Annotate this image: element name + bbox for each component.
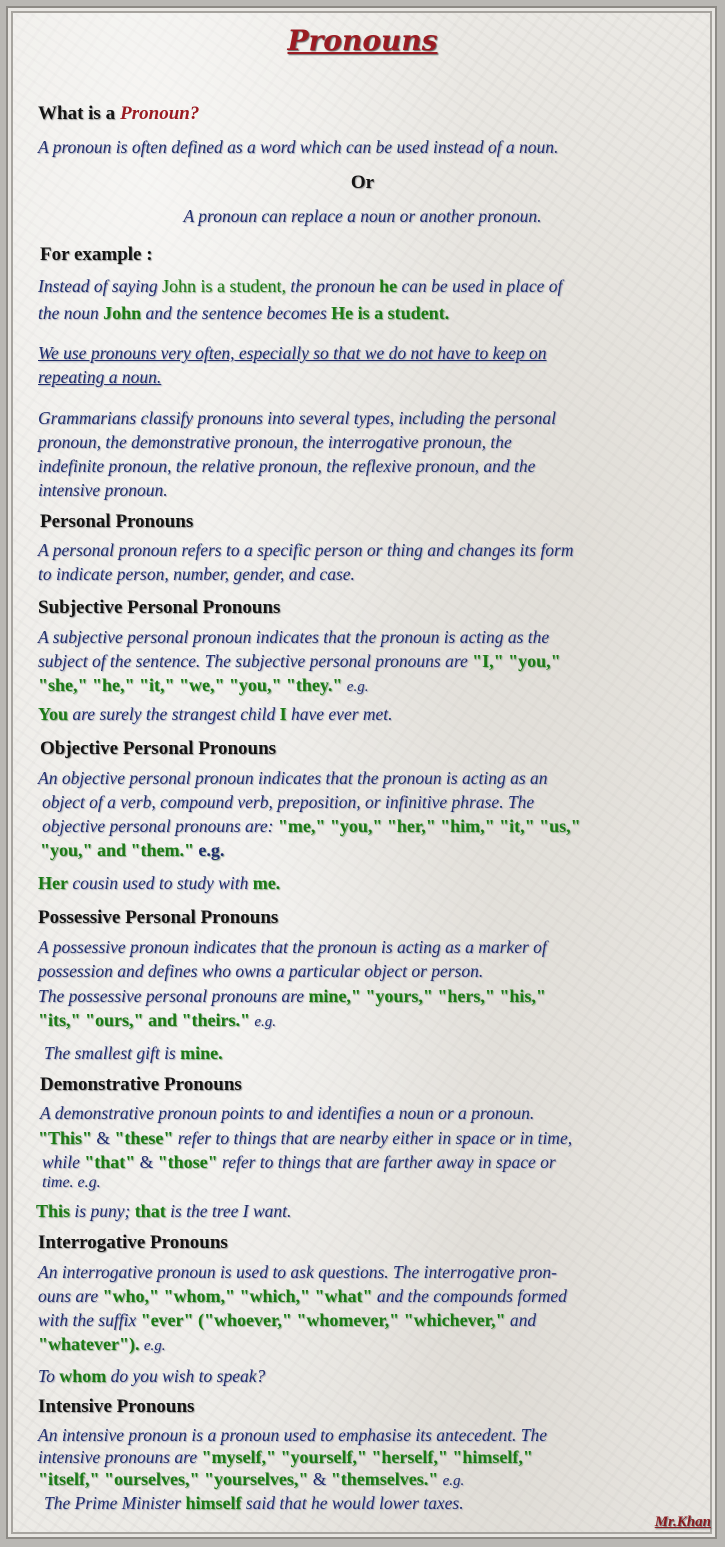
interrogative-line-3 <box>38 1310 536 1331</box>
example-green: John is a student, <box>161 276 286 296</box>
subjective-line-3 <box>38 675 368 696</box>
example-text: the noun <box>38 303 99 323</box>
interrogative-green: "who," "whom," "which," "what" <box>102 1286 373 1306</box>
eg-label: e.g. <box>198 840 225 860</box>
demonstrative-green: "This" <box>38 1128 93 1148</box>
intensive-line-2 <box>38 1447 533 1468</box>
demonstrative-green: "those" <box>157 1152 218 1172</box>
demonstrative-text: is the tree I want. <box>170 1201 292 1221</box>
interrogative-text: with the suffix <box>38 1310 137 1330</box>
demonstrative-text: refer to things that are nearby either in space or in time, <box>177 1128 573 1148</box>
intensive-text: intensive pronouns are <box>38 1447 198 1467</box>
intro-question <box>38 103 199 125</box>
or-separator: Or <box>350 172 375 193</box>
interrogative-text: and the compounds formed <box>376 1286 567 1306</box>
personal-heading: Personal Pronouns <box>40 511 194 532</box>
interrogative-green: "whatever"). <box>38 1334 140 1354</box>
possessive-green: mine. <box>180 1043 223 1063</box>
intensive-green: "themselves." <box>330 1469 439 1489</box>
possessive-line-4 <box>38 1010 276 1031</box>
eg-label: e.g. <box>143 1338 166 1354</box>
possessive-heading: Possessive Personal Pronouns <box>38 907 279 928</box>
example-green: He is a student. <box>331 303 450 323</box>
interrogative-line-1: An interrogative pronoun is used to ask questions. The interrogative pron- <box>38 1262 557 1282</box>
objective-green: "me," "you," "her," "him," "it," "us," <box>277 816 581 836</box>
interrogative-line-2 <box>38 1286 567 1307</box>
example-green: John <box>103 303 142 323</box>
possessive-green: "its," "ours," and "theirs." <box>38 1010 250 1030</box>
demonstrative-green: that <box>134 1201 166 1221</box>
intensive-line-1: An intensive pronoun is a pronoun used to emphasise its antecedent. The <box>38 1425 548 1445</box>
possessive-text: The smallest gift is <box>44 1043 176 1063</box>
ampersand: & <box>96 1128 111 1148</box>
interrogative-text: do you wish to speak? <box>110 1366 266 1386</box>
subjective-text: are surely the strangest child <box>72 704 276 724</box>
eg-label: e.g. <box>346 679 369 695</box>
demonstrative-text: while <box>42 1152 80 1172</box>
interrogative-heading: Interrogative Pronouns <box>38 1232 228 1253</box>
subjective-green: You <box>38 704 69 724</box>
example-text: and the sentence becomes <box>145 303 327 323</box>
intensive-example <box>44 1493 464 1514</box>
example-line-2 <box>38 303 449 324</box>
grammar-line-2: pronoun, the demonstrative pronoun, the interrogative pronoun, the <box>38 432 512 452</box>
objective-text: cousin used to study with <box>72 873 249 893</box>
subjective-heading: Subjective Personal Pronouns <box>38 597 281 618</box>
objective-line-3 <box>42 816 581 837</box>
ampersand: & <box>139 1152 154 1172</box>
question-word: Pronoun? <box>120 103 200 124</box>
author-signature: Mr.Khan <box>654 1514 711 1530</box>
demonstrative-text: refer to things that are farther away in space or <box>222 1152 556 1172</box>
demonstrative-line-2 <box>38 1128 572 1149</box>
demonstrative-green: This <box>36 1201 71 1221</box>
possessive-text: The possessive personal pronouns are <box>38 986 305 1006</box>
subjective-green: "I," "you," <box>472 651 561 671</box>
interrogative-green: "ever" ("whoever," "whomever," "whichever," <box>140 1310 506 1330</box>
demonstrative-line-3 <box>42 1152 556 1173</box>
personal-line-1: A personal pronoun refers to a specific person or thing and changes its form <box>38 540 574 560</box>
interrogative-green: whom <box>59 1366 107 1386</box>
example-heading: For example : <box>40 244 153 265</box>
example-text: Instead of saying <box>38 276 158 296</box>
possessive-line-3 <box>38 986 546 1007</box>
often-line-2: repeating a noun. <box>38 367 162 387</box>
possessive-line-1: A possessive pronoun indicates that the pronoun is acting as a marker of <box>38 937 547 957</box>
intensive-text: said that he would lower taxes. <box>245 1493 464 1513</box>
demonstrative-line-4: time. e.g. <box>42 1174 101 1191</box>
definition-2: A pronoun can replace a noun or another pronoun. <box>183 206 542 226</box>
subjective-line-1: A subjective personal pronoun indicates that the pronoun is acting as the <box>38 627 550 647</box>
intensive-green: "myself," "yourself," "herself," "himself," <box>201 1447 533 1467</box>
question-prefix: What is a <box>38 103 116 124</box>
personal-line-2: to indicate person, number, gender, and case. <box>38 564 355 584</box>
subjective-text: subject of the sentence. The subjective personal pronouns are <box>38 651 468 671</box>
grammar-line-3: indefinite pronoun, the relative pronoun, the reflexive pronoun, and the <box>38 456 536 476</box>
possessive-green: mine," "yours," "hers," "his," <box>308 986 546 1006</box>
objective-line-1: An objective personal pronoun indicates that the pronoun is acting as an <box>38 768 548 788</box>
interrogative-text: ouns are <box>38 1286 99 1306</box>
subjective-line-2 <box>38 651 561 672</box>
possessive-example <box>44 1043 223 1064</box>
demonstrative-text: is puny; <box>74 1201 131 1221</box>
subjective-text: have ever met. <box>291 704 393 724</box>
interrogative-text: and <box>509 1310 537 1330</box>
interrogative-line-4 <box>38 1334 166 1355</box>
demonstrative-green: "these" <box>114 1128 174 1148</box>
example-line-1 <box>38 276 562 297</box>
objective-green: Her <box>38 873 68 893</box>
intensive-heading: Intensive Pronouns <box>38 1396 195 1417</box>
example-green: he <box>379 276 398 296</box>
definition-1: A pronoun is often defined as a word which can be used instead of a noun. <box>38 137 559 157</box>
possessive-line-2: possession and defines who owns a particular object or person. <box>38 961 484 981</box>
demonstrative-green: "that" <box>84 1152 136 1172</box>
demonstrative-example <box>36 1201 291 1222</box>
grammar-line-1: Grammarians classify pronouns into several types, including the personal <box>38 408 556 428</box>
eg-label: e.g. <box>254 1014 277 1030</box>
objective-line-2: object of a verb, compound verb, preposition, or infinitive phrase. The <box>42 792 535 812</box>
interrogative-example <box>38 1366 265 1387</box>
objective-line-4 <box>40 840 224 861</box>
grammar-line-4: intensive pronoun. <box>38 480 168 500</box>
intensive-green: himself <box>185 1493 242 1513</box>
example-text: the pronoun <box>290 276 375 296</box>
intensive-text: The Prime Minister <box>44 1493 182 1513</box>
objective-green: me. <box>252 873 281 893</box>
subjective-example <box>38 704 393 725</box>
page-title: Pronouns <box>287 24 438 57</box>
objective-example <box>38 873 280 894</box>
ampersand: & <box>312 1469 327 1489</box>
example-text: can be used in place of <box>401 276 563 296</box>
eg-label: e.g. <box>442 1473 465 1489</box>
subjective-green: I <box>279 704 287 724</box>
interrogative-text: To <box>38 1366 55 1386</box>
demonstrative-line-1: A demonstrative pronoun points to and identifies a noun or a pronoun. <box>40 1103 535 1123</box>
often-line-1: We use pronouns very often, especially so that we do not have to keep on <box>38 343 547 363</box>
objective-heading: Objective Personal Pronouns <box>40 738 277 759</box>
intensive-line-3 <box>38 1469 464 1490</box>
subjective-green: "she," "he," "it," "we," "you," "they." <box>38 675 343 695</box>
demonstrative-heading: Demonstrative Pronouns <box>40 1074 242 1095</box>
objective-text: objective personal pronouns are: <box>42 816 274 836</box>
intensive-green: "itself," "ourselves," "yourselves," <box>38 1469 309 1489</box>
objective-green: "you," and "them." <box>40 840 194 860</box>
